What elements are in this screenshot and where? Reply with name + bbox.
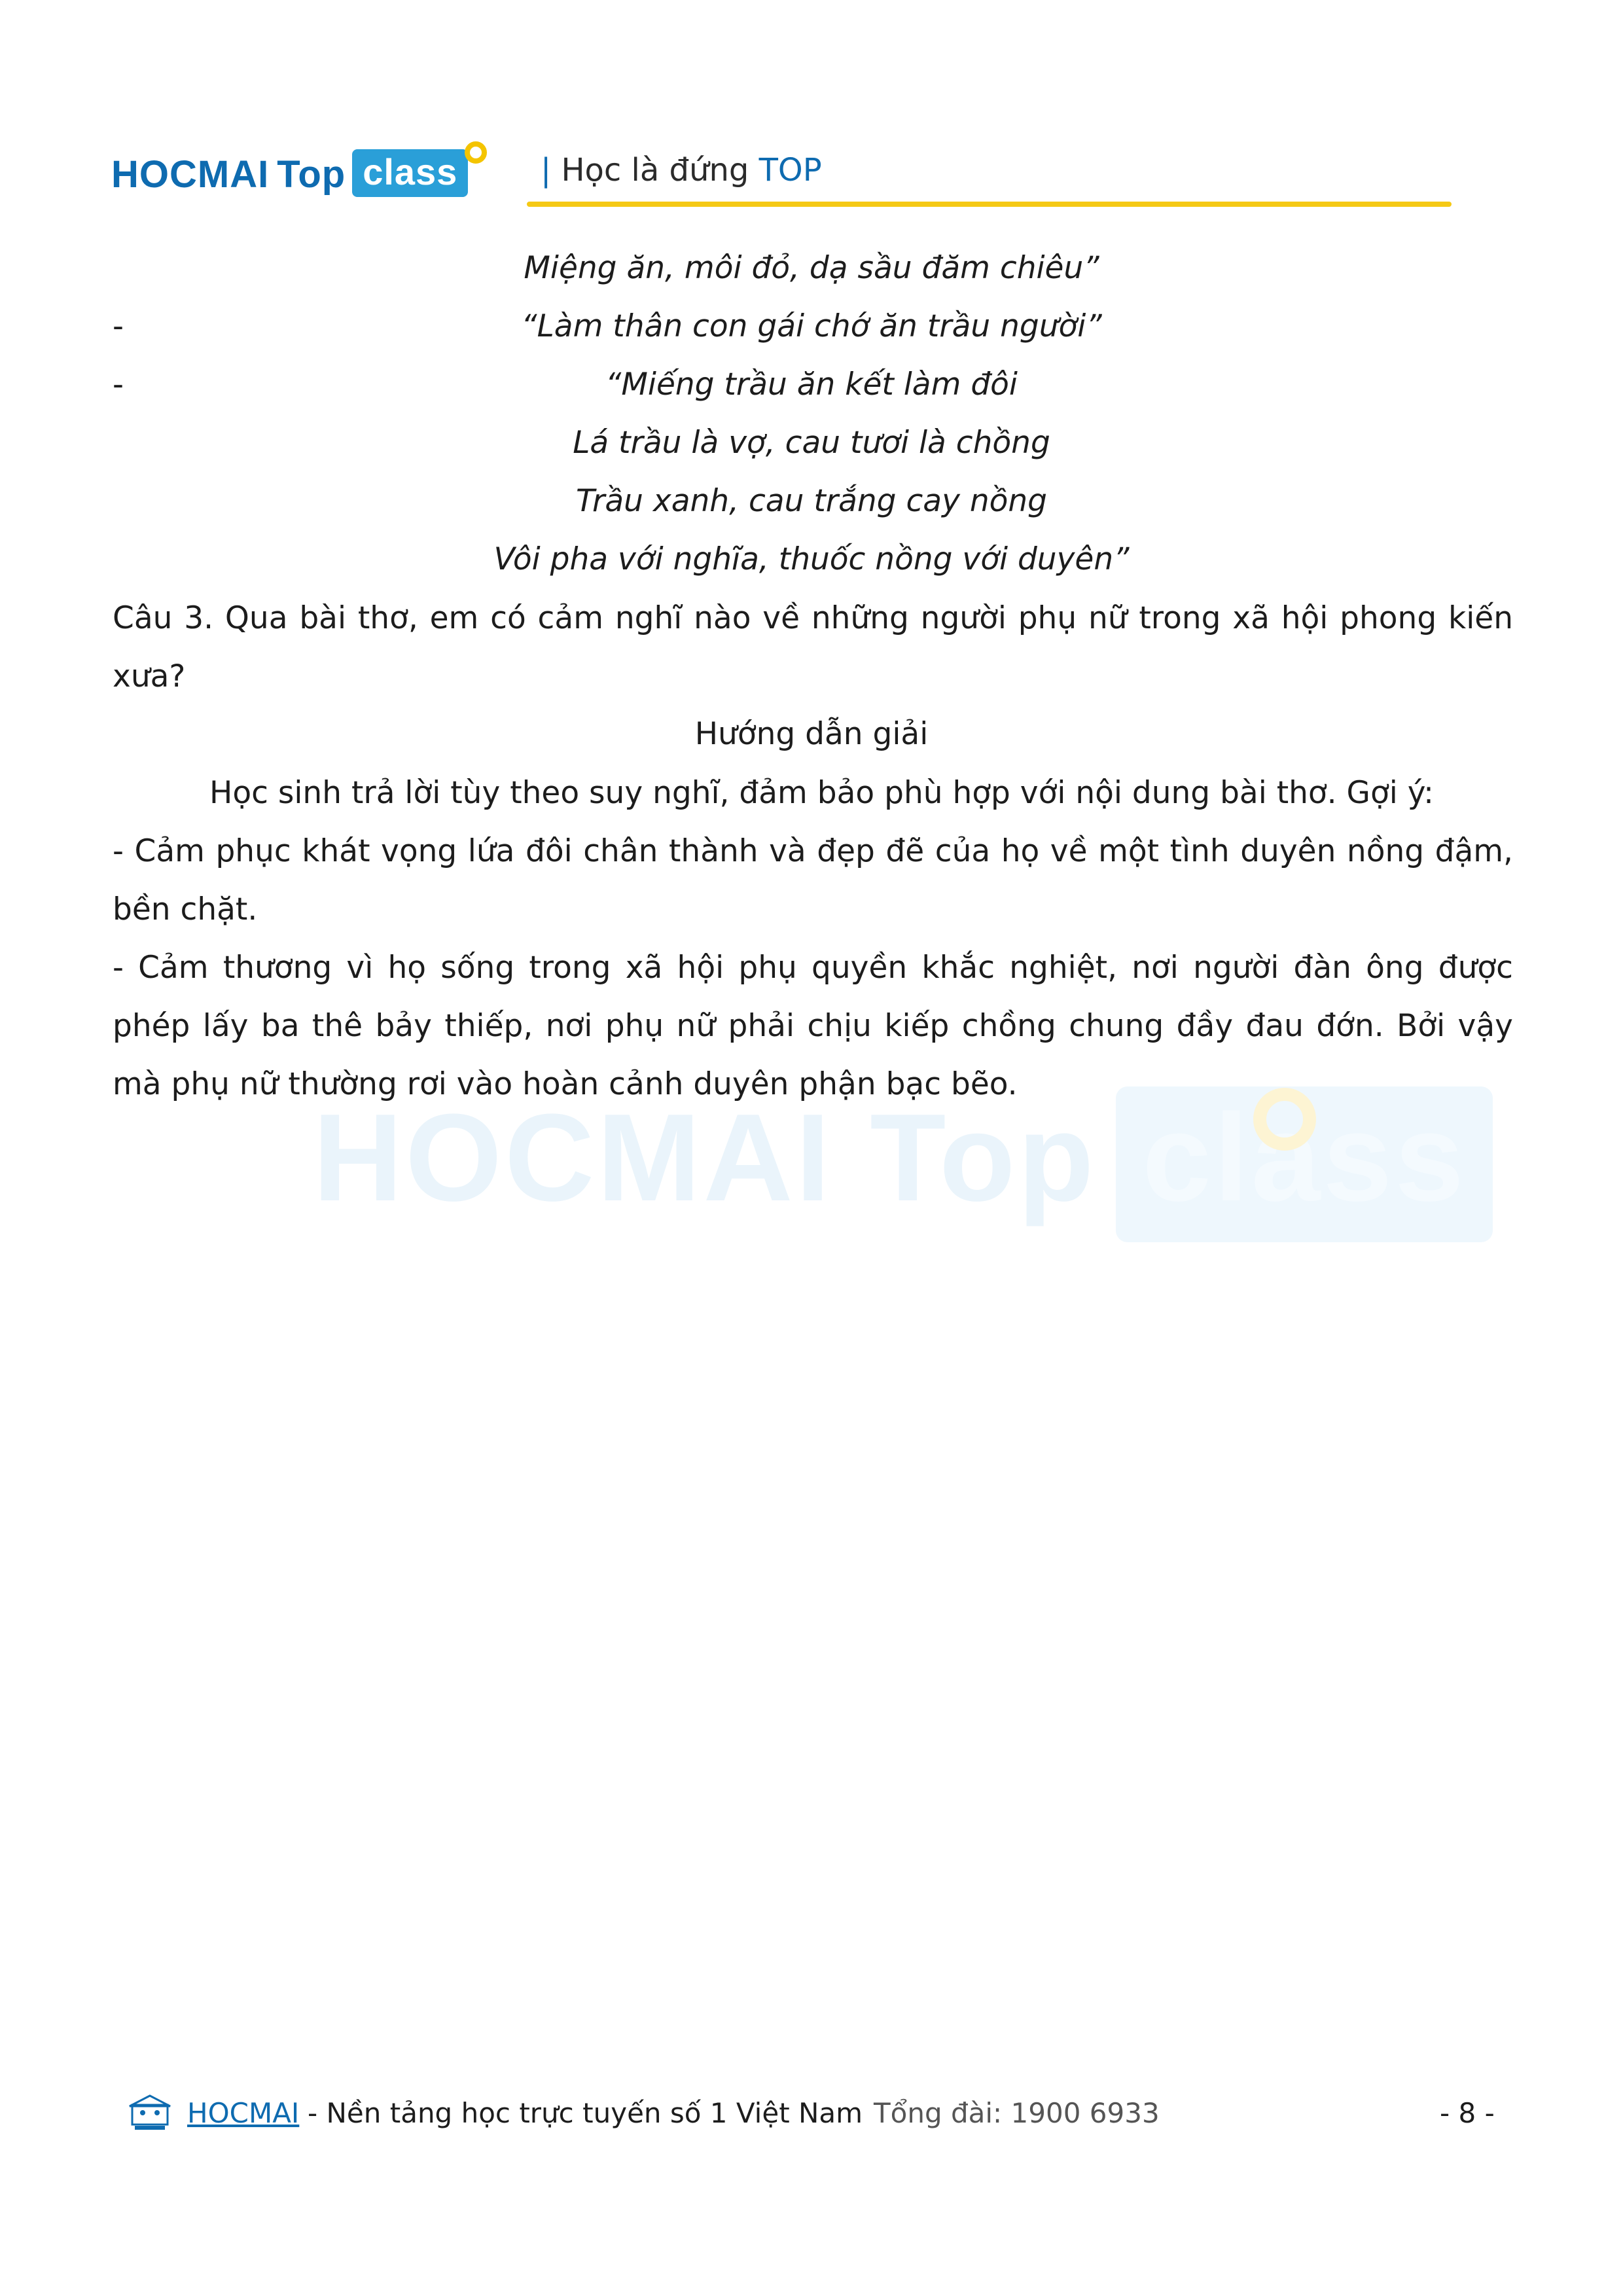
page-number: - 8 - [1440, 2097, 1495, 2129]
answer-point-1: - Cảm phục khát vọng lứa đôi chân thành và đẹp đẽ của họ về một tình duyên nồng đậm, bền chặt. [113, 833, 1513, 927]
answer-point-2: - Cảm thương vì họ sống trong xã hội phụ quyền khắc nghiệt, nơi người đàn ông được phép lấy ba thê bảy thiếp, nơi phụ nữ phải chịu kiếp chồng chung đầy đau đớn. Bởi vậy mà phụ nữ thường rơi vào hoàn cảnh duyên phận bạc bẽo. [113, 950, 1513, 1102]
question-text: Qua bài thơ, em có cảm nghĩ nào về những người phụ nữ trong xã hội phong kiến xưa? [113, 600, 1513, 694]
list-dash: - [113, 367, 124, 403]
list-dash: - [113, 308, 124, 344]
tagline-accent: TOP [758, 152, 822, 188]
poem-line: “Miếng trầu ăn kết làm đôi [605, 367, 1018, 403]
logo-hocmai-text: HOCMAI [111, 153, 270, 196]
watermark-class: class [1116, 1086, 1492, 1242]
logo-class-badge: class [352, 149, 468, 197]
question-paragraph [113, 589, 1513, 706]
logo-top-text: Top [277, 153, 346, 196]
question-label: Câu 3. [113, 600, 214, 636]
watermark-top: Top [870, 1088, 1097, 1227]
poem-line: Vôi pha với nghĩa, thuốc nồng với duyên” [493, 541, 1130, 577]
poem-line: “Làm thân con gái chớ ăn trầu người” [521, 308, 1102, 344]
tagline-text: Học là đứng [561, 152, 749, 188]
answer-intro: Học sinh trả lời tùy theo suy nghĩ, đảm bảo phù hợp với nội dung bài thơ. Gợi ý: [209, 775, 1434, 811]
footer-hotline: Tổng đài: 1900 6933 [874, 2097, 1160, 2129]
poem-line: Trầu xanh, cau trắng cay nồng [575, 483, 1048, 519]
tagline-separator: | [541, 152, 552, 188]
poem-line: Lá trầu là vợ, cau tươi là chồng [573, 425, 1050, 461]
header-tagline [541, 152, 822, 188]
header-divider [527, 202, 1452, 207]
hocmai-footer-logo-icon [127, 2093, 173, 2132]
gear-icon [465, 141, 487, 164]
poem-line: Miệng ăn, môi đỏ, dạ sầu đăm chiêu” [524, 250, 1099, 286]
footer-hocmai-link[interactable]: HOCMAI [187, 2097, 300, 2129]
watermark-hocmai: HOCMAI [313, 1088, 833, 1227]
footer-description: - Nền tảng học trực tuyến số 1 Việt Nam [308, 2097, 863, 2129]
guide-title: Hướng dẫn giải [694, 716, 929, 752]
